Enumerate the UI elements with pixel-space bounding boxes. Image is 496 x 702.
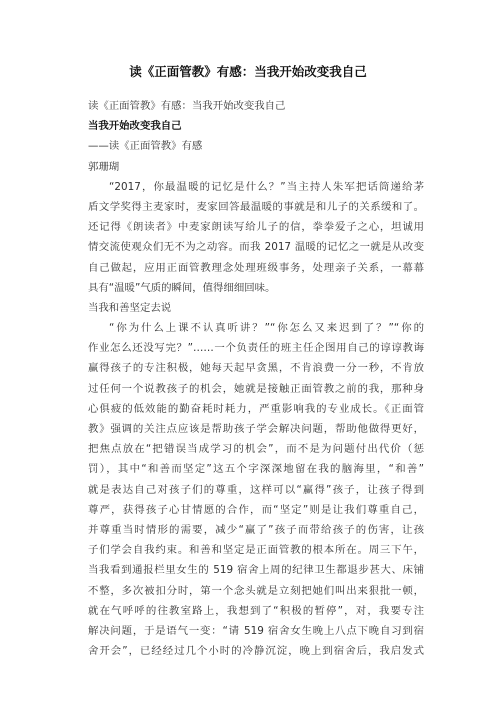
paragraph-line: 具有“温暖”气质的瞬间，值得细细回味。 xyxy=(88,281,276,294)
paragraph-line: 情交流使观众们无不为之动容。而我 2017 温暖的记忆之一就是从改变 xyxy=(88,241,424,254)
paragraph-line: 自己做起，应用正面管教理念处理班级事务，处理亲子关系，一幕幕 xyxy=(88,261,424,274)
article-heading: 当我开始改变我自己 xyxy=(88,120,182,133)
paragraph-line: 把焦点放在“把错误当成学习的机会”，而不是为问题付出代价（惩 xyxy=(88,443,424,456)
paragraph-line: 盾文学奖得主麦家时，麦家回答最温暖的事就是和儿子的关系缓和了。 xyxy=(88,200,424,213)
paragraph-line: 不整，多次被扣分时，第一个念头就是立刻把她们叫出来狠批一顿， xyxy=(88,584,424,597)
article-subheading: ——读《正面管教》有感 xyxy=(88,140,203,153)
paragraph-line: 罚），其中“和善而坚定”这五个字深深地留在我的脑海里，“和善” xyxy=(88,463,424,476)
paragraph-line: 解决问题，于是语气一变：“请 519 宿舍女生晚上八点下晚自习到宿 xyxy=(88,624,424,637)
paragraph-line: “2017，你最温暖的记忆是什么？”当主持人朱军把话筒递给茅 xyxy=(109,180,424,193)
paragraph-line: 尊严，获得孩子心甘情愿的合作，而“坚定”则是让我们尊重自己， xyxy=(88,503,424,516)
paragraph-line: 心俱疲的低效能的勤奋耗时耗力，严重影响我的专业成长。《正面管 xyxy=(88,402,424,415)
paragraph-line: 子们学会自我约束。和善和坚定是正面管教的根本所在。周三下午， xyxy=(88,544,424,557)
subtitle-line: 读《正面管教》有感：当我开始改变我自己 xyxy=(88,100,286,112)
paragraph-line: 还记得《朗读者》中麦家朗读写给儿子的信，拳拳爱子之心，坦诚用 xyxy=(88,221,424,234)
document-title: 读《正面管教》有感：当我开始改变我自己 xyxy=(129,64,367,79)
paragraph-line: 过任何一个说教孩子的机会，她就是接触正面管教之前的我，那种身 xyxy=(88,382,424,395)
paragraph-line: 就在气呼呼的往教室路上，我想到了“积极的暂停”，对，我要专注 xyxy=(88,604,424,617)
document-body xyxy=(88,96,424,661)
author-name: 郭珊瑚 xyxy=(88,160,120,173)
paragraph-line: 舍开会”，已经经过几个小时的冷静沉淀，晚上到宿舍后，我启发式 xyxy=(88,645,424,658)
section-heading: 当我和善坚定去说 xyxy=(88,301,172,314)
paragraph-line: 赢得孩子的专注积极，她每天起早贪黑，不肯浪费一分一秒，不肯放 xyxy=(88,362,424,375)
paragraph-line: 教》强调的关注点应该是帮助孩子学会解决问题，帮助他做得更好， xyxy=(88,423,424,435)
paragraph-line: 作业怎么还没写完？”……一个负责任的班主任企图用自己的谆谆教诲 xyxy=(88,342,424,355)
paragraph-line: 并尊重当时情形的需要，减少“赢了”孩子而带给孩子的伤害，让孩 xyxy=(88,523,424,536)
paragraph-line: 当我看到通报栏里女生的 519 宿舍上周的纪律卫生都退步甚大、床铺 xyxy=(88,564,424,577)
paragraph-line: “你为什么上课不认真听讲？”“你怎么又来迟到了？”“你的 xyxy=(109,322,424,335)
paragraph-line: 就是表达自己对孩子们的尊重，这样可以“赢得”孩子，让孩子得到 xyxy=(88,483,424,496)
